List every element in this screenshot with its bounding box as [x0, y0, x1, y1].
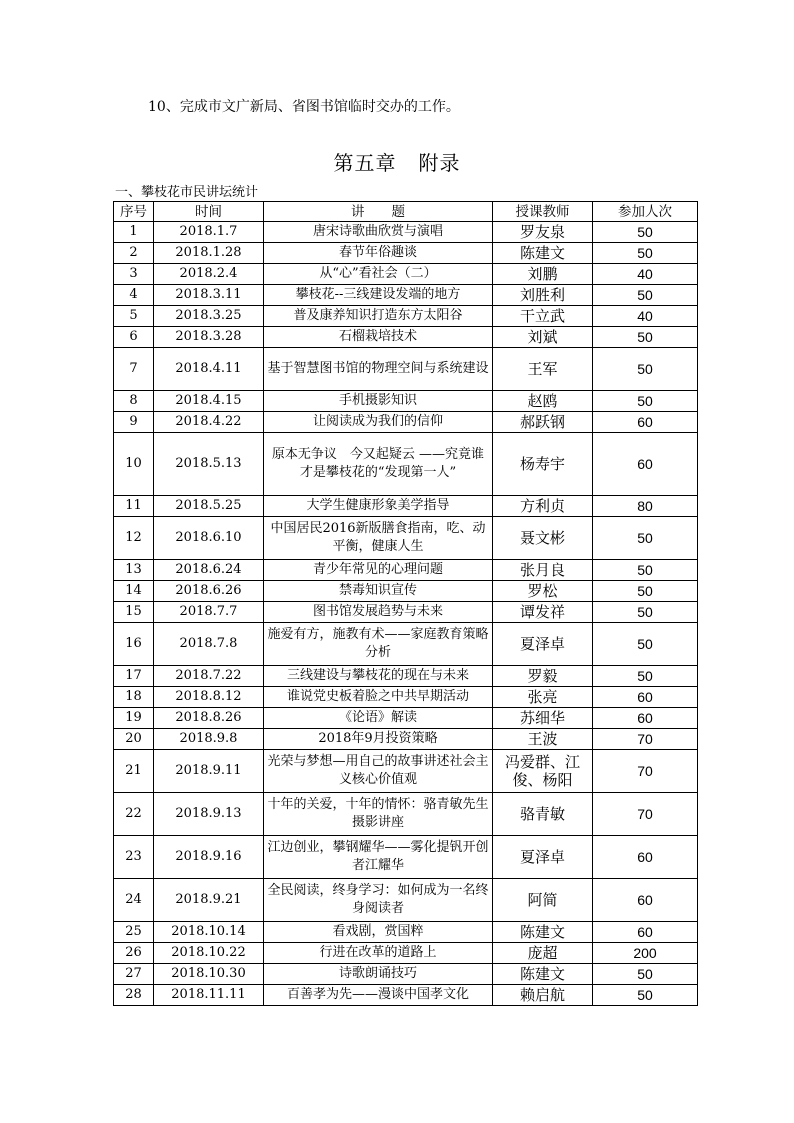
row-attendance: 50: [593, 222, 698, 243]
row-topic: 攀枝花--三线建设发端的地方: [264, 285, 493, 306]
row-date: 2018.3.11: [154, 285, 264, 306]
table-row: [114, 602, 698, 623]
row-teacher: 刘鹏: [493, 264, 593, 285]
row-attendance: 50: [593, 581, 698, 602]
row-number: 3: [114, 264, 154, 285]
table-row: [114, 943, 698, 964]
row-date: 2018.10.22: [154, 943, 264, 964]
row-teacher: 骆青敏: [493, 793, 593, 836]
row-topic: 石榴栽培技术: [264, 327, 493, 348]
chapter-number: 第五章: [333, 151, 397, 175]
row-date: 2018.5.13: [154, 433, 264, 496]
row-date: 2018.6.24: [154, 560, 264, 581]
table-row: [114, 729, 698, 750]
row-teacher: 庞超: [493, 943, 593, 964]
row-attendance: 40: [593, 306, 698, 327]
row-topic: 基于智慧图书馆的物理空间与系统建设: [264, 348, 493, 391]
row-date: 2018.11.11: [154, 985, 264, 1006]
row-number: 10: [114, 433, 154, 496]
row-number: 13: [114, 560, 154, 581]
row-date: 2018.4.11: [154, 348, 264, 391]
row-date: 2018.7.7: [154, 602, 264, 623]
row-teacher: 陈建文: [493, 243, 593, 264]
row-teacher: 刘斌: [493, 327, 593, 348]
row-attendance: 50: [593, 602, 698, 623]
row-number: 5: [114, 306, 154, 327]
row-topic: 手机摄影知识: [264, 391, 493, 412]
row-topic: 禁毒知识宣传: [264, 581, 493, 602]
row-attendance: 50: [593, 391, 698, 412]
row-attendance: 50: [593, 985, 698, 1006]
row-topic: 诗歌朗诵技巧: [264, 964, 493, 985]
table-row: [114, 687, 698, 708]
row-topic: 图书馆发展趋势与未来: [264, 602, 493, 623]
table-row: [114, 708, 698, 729]
row-date: 2018.6.26: [154, 581, 264, 602]
row-attendance: 60: [593, 708, 698, 729]
row-teacher: 张月良: [493, 560, 593, 581]
row-date: 2018.9.8: [154, 729, 264, 750]
row-topic: 施爱有方，施教有术——家庭教育策略分析: [264, 623, 493, 666]
row-number: 14: [114, 581, 154, 602]
row-attendance: 50: [593, 517, 698, 560]
row-teacher: 阿简: [493, 879, 593, 922]
row-teacher: 郝跃钢: [493, 412, 593, 433]
row-teacher: 赵鸥: [493, 391, 593, 412]
table-row: [114, 560, 698, 581]
table-row: [114, 327, 698, 348]
row-number: 23: [114, 836, 154, 879]
section-title: 一、攀枝花市民讲坛统计: [115, 185, 259, 200]
row-teacher: 罗友泉: [493, 222, 593, 243]
row-date: 2018.5.25: [154, 496, 264, 517]
row-teacher: 罗毅: [493, 666, 593, 687]
row-date: 2018.9.11: [154, 750, 264, 793]
row-topic: 光荣与梦想—用自己的故事讲述社会主义核心价值观: [264, 750, 493, 793]
row-date: 2018.7.8: [154, 623, 264, 666]
row-number: 16: [114, 623, 154, 666]
row-number: 25: [114, 922, 154, 943]
chapter-name: 附录: [418, 151, 461, 175]
row-attendance: 70: [593, 729, 698, 750]
row-teacher: 王波: [493, 729, 593, 750]
row-number: 28: [114, 985, 154, 1006]
row-topic: 行进在改革的道路上: [264, 943, 493, 964]
row-teacher: 罗松: [493, 581, 593, 602]
row-number: 26: [114, 943, 154, 964]
row-attendance: 50: [593, 560, 698, 581]
row-attendance: 60: [593, 922, 698, 943]
row-teacher: 陈建文: [493, 922, 593, 943]
table-row: [114, 964, 698, 985]
table-header-row: [114, 202, 698, 222]
row-date: 2018.4.22: [154, 412, 264, 433]
row-attendance: 200: [593, 943, 698, 964]
row-teacher: 杨寿宇: [493, 433, 593, 496]
row-topic: 青少年常见的心理问题: [264, 560, 493, 581]
row-attendance: 50: [593, 285, 698, 306]
forum-statistics-table: [113, 201, 698, 1006]
table-row: [114, 496, 698, 517]
table-row: [114, 623, 698, 666]
row-attendance: 60: [593, 687, 698, 708]
row-date: 2018.10.30: [154, 964, 264, 985]
row-teacher: 谭发祥: [493, 602, 593, 623]
row-topic: 2018年9月投资策略: [264, 729, 493, 750]
row-attendance: 50: [593, 964, 698, 985]
row-attendance: 60: [593, 433, 698, 496]
table-row: [114, 306, 698, 327]
header-number: 序号: [114, 202, 154, 222]
row-topic: 原本无争议 今又起疑云 ——究竟谁才是攀枝花的“发现第一人”: [264, 433, 493, 496]
row-topic: 让阅读成为我们的信仰: [264, 412, 493, 433]
row-number: 11: [114, 496, 154, 517]
row-topic: 中国居民2016新版膳食指南，吃、动平衡，健康人生: [264, 517, 493, 560]
table-row: [114, 922, 698, 943]
intro-line: 10、完成市文广新局、省图书馆临时交办的工作。: [148, 99, 460, 115]
table-row: [114, 391, 698, 412]
row-teacher: 干立武: [493, 306, 593, 327]
table-row: [114, 581, 698, 602]
row-topic: 从“心”看社会（二）: [264, 264, 493, 285]
row-topic: 江边创业，攀钢耀华——雾化提钒开创者江耀华: [264, 836, 493, 879]
row-topic: 全民阅读，终身学习：如何成为一名终身阅读者: [264, 879, 493, 922]
row-number: 4: [114, 285, 154, 306]
row-attendance: 50: [593, 327, 698, 348]
row-topic: 大学生健康形象美学指导: [264, 496, 493, 517]
row-date: 2018.8.26: [154, 708, 264, 729]
table-row: [114, 750, 698, 793]
table-row: [114, 285, 698, 306]
row-attendance: 50: [593, 348, 698, 391]
row-attendance: 60: [593, 412, 698, 433]
table-row: [114, 666, 698, 687]
row-teacher: 刘胜利: [493, 285, 593, 306]
table-row: [114, 879, 698, 922]
table-row: [114, 836, 698, 879]
row-teacher: 夏泽卓: [493, 836, 593, 879]
row-number: 6: [114, 327, 154, 348]
row-date: 2018.7.22: [154, 666, 264, 687]
table-row: [114, 985, 698, 1006]
row-number: 18: [114, 687, 154, 708]
row-date: 2018.9.13: [154, 793, 264, 836]
table-row: [114, 412, 698, 433]
row-number: 27: [114, 964, 154, 985]
row-teacher: 冯爱群、江俊、杨阳: [493, 750, 593, 793]
row-number: 19: [114, 708, 154, 729]
row-attendance: 50: [593, 623, 698, 666]
row-teacher: 王军: [493, 348, 593, 391]
header-date: 时间: [154, 202, 264, 222]
row-teacher: 夏泽卓: [493, 623, 593, 666]
table-row: [114, 222, 698, 243]
row-number: 9: [114, 412, 154, 433]
row-teacher: 张亮: [493, 687, 593, 708]
row-attendance: 60: [593, 836, 698, 879]
row-teacher: 聂文彬: [493, 517, 593, 560]
row-number: 15: [114, 602, 154, 623]
row-number: 17: [114, 666, 154, 687]
row-attendance: 50: [593, 666, 698, 687]
row-number: 24: [114, 879, 154, 922]
row-topic: 春节年俗趣谈: [264, 243, 493, 264]
row-teacher: 苏细华: [493, 708, 593, 729]
row-attendance: 40: [593, 264, 698, 285]
row-date: 2018.8.12: [154, 687, 264, 708]
row-date: 2018.1.7: [154, 222, 264, 243]
row-number: 20: [114, 729, 154, 750]
header-topic: 讲 题: [264, 202, 493, 222]
row-attendance: 60: [593, 879, 698, 922]
table-row: [114, 264, 698, 285]
row-attendance: 70: [593, 750, 698, 793]
row-topic: 谁说党史板着脸之中共早期活动: [264, 687, 493, 708]
row-topic: 三线建设与攀枝花的现在与未来: [264, 666, 493, 687]
row-topic: 十年的关爱，十年的情怀：骆青敏先生摄影讲座: [264, 793, 493, 836]
row-date: 2018.9.16: [154, 836, 264, 879]
row-number: 2: [114, 243, 154, 264]
row-number: 22: [114, 793, 154, 836]
row-topic: 《论语》解读: [264, 708, 493, 729]
row-date: 2018.3.28: [154, 327, 264, 348]
table-row: [114, 348, 698, 391]
row-date: 2018.4.15: [154, 391, 264, 412]
table-row: [114, 517, 698, 560]
table-row: [114, 243, 698, 264]
chapter-title: [0, 147, 794, 176]
row-date: 2018.10.14: [154, 922, 264, 943]
row-attendance: 50: [593, 243, 698, 264]
row-date: 2018.6.10: [154, 517, 264, 560]
row-number: 8: [114, 391, 154, 412]
row-attendance: 70: [593, 793, 698, 836]
table-body: [114, 222, 698, 1006]
header-attendance: 参加人次: [593, 202, 698, 222]
row-date: 2018.2.4: [154, 264, 264, 285]
row-teacher: 方利贞: [493, 496, 593, 517]
row-number: 21: [114, 750, 154, 793]
row-teacher: 陈建文: [493, 964, 593, 985]
row-topic: 百善孝为先——漫谈中国孝文化: [264, 985, 493, 1006]
row-date: 2018.3.25: [154, 306, 264, 327]
row-topic: 唐宋诗歌曲欣赏与演唱: [264, 222, 493, 243]
row-number: 7: [114, 348, 154, 391]
row-number: 1: [114, 222, 154, 243]
table-row: [114, 793, 698, 836]
row-teacher: 赖启航: [493, 985, 593, 1006]
header-teacher: 授课教师: [493, 202, 593, 222]
row-topic: 普及康养知识打造东方太阳谷: [264, 306, 493, 327]
row-number: 12: [114, 517, 154, 560]
row-date: 2018.9.21: [154, 879, 264, 922]
table-row: [114, 433, 698, 496]
row-attendance: 80: [593, 496, 698, 517]
row-date: 2018.1.28: [154, 243, 264, 264]
row-topic: 看戏剧，赏国粹: [264, 922, 493, 943]
